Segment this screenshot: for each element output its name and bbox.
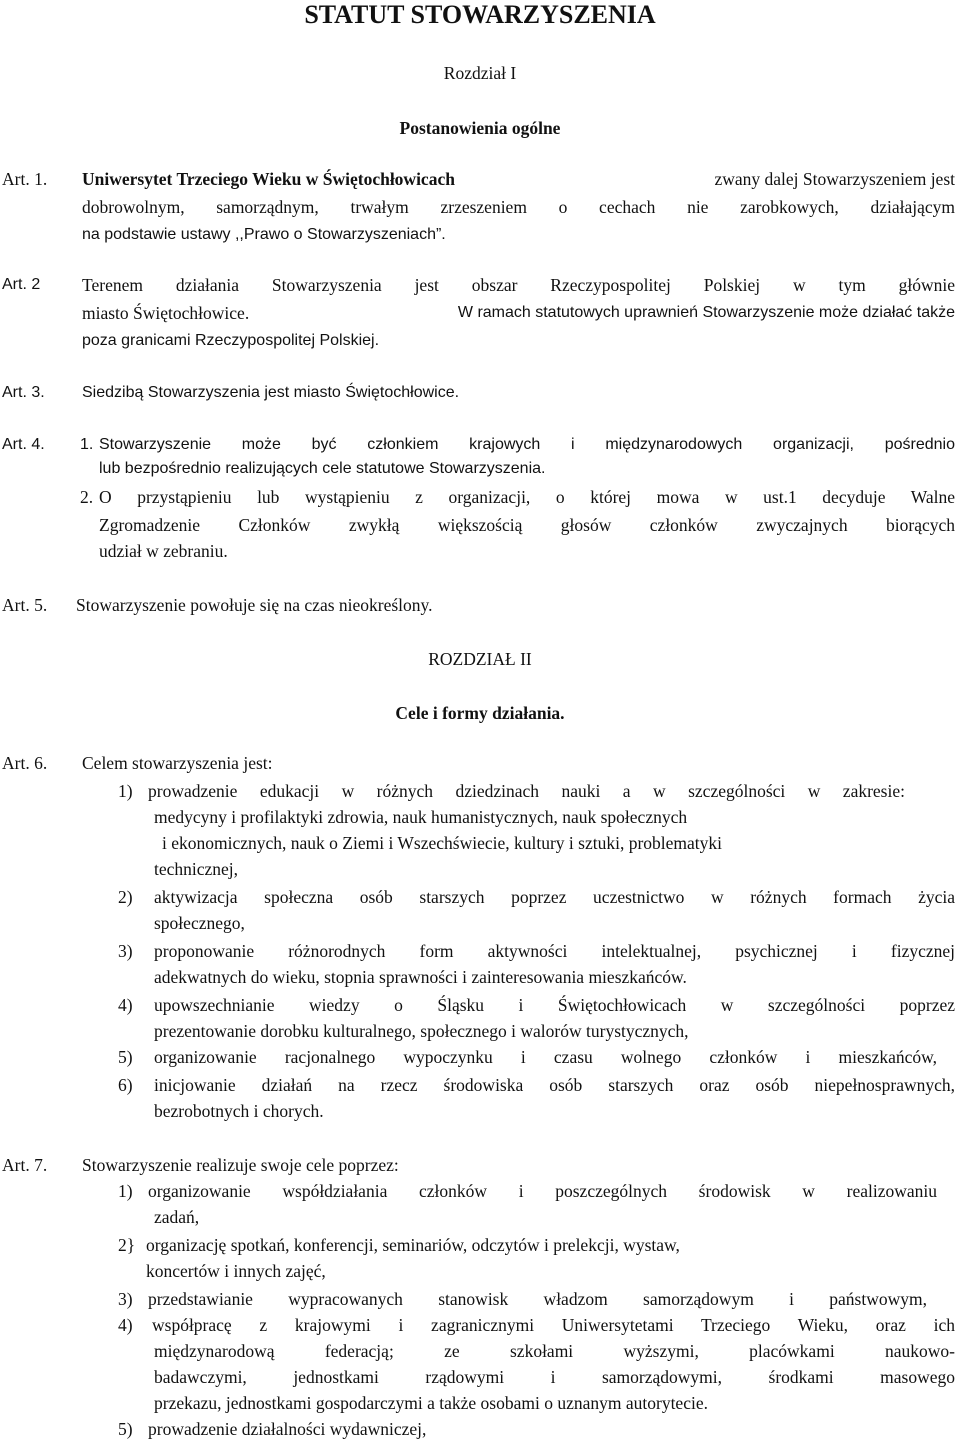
art-7-item-4-line-4: przekazu, jednostkami gospodarczymi a także osobami o uznanym autorytecie. xyxy=(154,1393,708,1413)
art-7-item-2-line-1: organizację spotkań, konferencji, seminariów, odczytów i prelekcji, wystaw, xyxy=(146,1235,680,1255)
art-6-item-1-num: 1) xyxy=(118,781,133,801)
art-7-item-4-line-1: współpracę z krajowymi i zagranicznymi Uniwersytetami Trzeciego Wieku, oraz ich xyxy=(152,1315,955,1335)
art-6-item-4-line-2: prezentowanie dorobku kulturalnego, społecznego i walorów turystycznych, xyxy=(154,1021,689,1041)
document-title: STATUT STOWARZYSZENIA xyxy=(304,0,656,29)
art-6-item-1-line-1: prowadzenie edukacji w różnych dziedzinach nauki a w szczególności w zakresie: xyxy=(148,781,905,801)
art-7-label: Art. 7. xyxy=(2,1155,48,1175)
art-7-item-1-line-2: zadań, xyxy=(154,1207,200,1227)
art-4-p1-line-1: Stowarzyszenie może być członkiem krajowych i międzynarodowych organizacji, pośrednio xyxy=(99,436,955,453)
art-6-item-3-line-2: adekwatnych do wieku, stopnia sprawności i zainteresowania mieszkańców. xyxy=(154,967,687,987)
art-7-item-4-line-2: międzynarodową federacją; ze szkołami wyższymi, placówkami naukowo- xyxy=(154,1341,955,1361)
association-name: Uniwersytet Trzeciego Wieku w Świętochłowicach xyxy=(82,169,455,189)
art-4-p1-num: 1. xyxy=(80,436,94,453)
art-6-item-1-line-4: technicznej, xyxy=(154,859,239,879)
art-1-line-3-b: ,,Prawo o Stowarzyszeniach”. xyxy=(234,226,446,243)
art-6-item-6-num: 6) xyxy=(118,1075,133,1095)
art-6-item-5-line-1: organizowanie racjonalnego wypoczynku i czasu wolnego członków i mieszkańców, xyxy=(154,1047,937,1067)
art-6-item-2-line-2: społecznego, xyxy=(154,913,245,933)
art-6-item-2-line-1: aktywizacja społeczna osób starszych poprzez uczestnictwo w różnych formach życia xyxy=(154,887,955,907)
art-5-label: Art. 5. xyxy=(2,595,48,615)
art-6-item-1-line-2: medycyny i profilaktyki zdrowia, nauk humanistycznych, nauk społecznych xyxy=(154,807,688,827)
art-6-intro: Celem stowarzyszenia jest: xyxy=(82,753,273,773)
art-7-item-4-line-3: badawczymi, jednostkami rządowymi i samorządowymi, środkami masowego xyxy=(154,1367,955,1387)
art-7-item-2-num: 2} xyxy=(118,1235,136,1255)
art-7-item-5-num: 5) xyxy=(118,1419,133,1439)
chapter-2-heading: Cele i formy działania. xyxy=(395,703,565,723)
art-1-line-1-rest: zwany dalej Stowarzyszeniem jest xyxy=(714,169,955,189)
art-7-item-3-line-1: przedstawianie wypracowanych stanowisk władzom samorządowym i państwowym, xyxy=(148,1289,927,1309)
art-2-line-2 xyxy=(82,302,955,324)
art-5-text: Stowarzyszenie powołuje się na czas nieokreślony. xyxy=(76,595,433,615)
art-3-text: Siedzibą Stowarzyszenia jest miasto Świętochłowice. xyxy=(82,384,460,401)
art-6-item-5-num: 5) xyxy=(118,1047,133,1067)
art-1-line-3-a: na podstawie ustawy xyxy=(82,226,231,243)
art-7-item-3-num: 3) xyxy=(118,1289,133,1309)
art-2-line-1: Terenem działania Stowarzyszenia jest obszar Rzeczypospolitej Polskiej w tym głównie xyxy=(82,275,955,295)
art-1-line-3 xyxy=(82,224,446,246)
art-6-item-3-line-1: proponowanie różnorodnych form aktywności intelektualnej, psychicznej i fizycznej xyxy=(154,941,955,961)
chapter-1-label: Rozdział I xyxy=(443,63,517,83)
art-6-item-6-line-2: bezrobotnych i chorych. xyxy=(154,1101,324,1121)
art-4-p1-line-2: lub bezpośrednio realizujących cele statutowe Stowarzyszenia. xyxy=(99,460,546,477)
art-7-item-1-num: 1) xyxy=(118,1181,133,1201)
art-2-line-2-a: miasto Świętochłowice. xyxy=(82,303,250,323)
chapter-2-label: ROZDZIAŁ II xyxy=(428,649,532,669)
art-7-item-4-num: 4) xyxy=(118,1315,133,1335)
art-4-label: Art. 4. xyxy=(2,436,45,453)
art-6-item-3-num: 3) xyxy=(118,941,133,961)
art-6-item-1-line-3: i ekonomicznych, nauk o Ziemi i Wszechświecie, kultury i sztuki, problematyki xyxy=(162,833,723,853)
art-1-line-1 xyxy=(82,168,955,190)
art-6-item-6-line-1: inicjowanie działań na rzecz środowiska osób starszych oraz osób niepełnosprawnych, xyxy=(154,1075,955,1095)
art-1-line-2: dobrowolnym, samorządnym, trwałym zrzeszeniem o cechach nie zarobkowych, działającym xyxy=(82,197,955,217)
art-6-item-4-num: 4) xyxy=(118,995,133,1015)
art-7-item-1-line-1: organizowanie współdziałania członków i poszczególnych środowisk w realizowaniu xyxy=(148,1181,937,1201)
art-2-line-3: poza granicami Rzeczypospolitej Polskiej. xyxy=(82,332,380,349)
art-7-item-2-line-2: koncertów i innych zajęć, xyxy=(146,1261,326,1281)
chapter-1-heading: Postanowienia ogólne xyxy=(399,118,561,138)
art-4-p2-line-2: Zgromadzenie Członków zwykłą większością głosów członków zwyczajnych biorących xyxy=(99,515,955,535)
art-2-line-2-b: W ramach statutowych uprawnień Stowarzyszenie może działać także xyxy=(457,304,955,321)
art-4-p2-line-3: udział w zebraniu. xyxy=(99,541,228,561)
art-7-intro: Stowarzyszenie realizuje swoje cele poprzez: xyxy=(82,1155,399,1175)
art-1-label: Art. 1. xyxy=(2,169,48,189)
art-4-p2-num: 2. xyxy=(80,487,94,507)
art-6-item-2-num: 2) xyxy=(118,887,133,907)
art-6-label: Art. 6. xyxy=(2,753,48,773)
art-2-label: Art. 2 xyxy=(2,276,41,293)
art-7-item-5-line-1: prowadzenie działalności wydawniczej, xyxy=(148,1419,427,1439)
art-4-p2-line-1: O przystąpieniu lub wystąpieniu z organizacji, o której mowa w ust.1 decyduje Walne xyxy=(99,487,955,507)
art-6-item-4-line-1: upowszechnianie wiedzy o Śląsku i Świętochłowicach w szczególności poprzez xyxy=(154,995,955,1015)
art-3-label: Art. 3. xyxy=(2,384,45,401)
